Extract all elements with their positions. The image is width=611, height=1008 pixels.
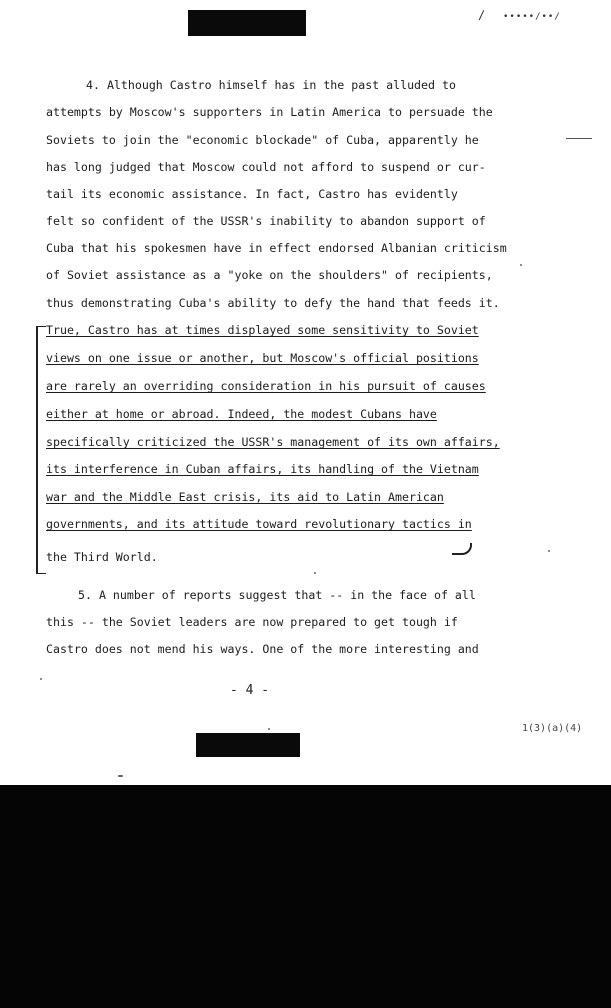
redaction-bar-bottom	[196, 733, 300, 757]
corner-tick-mark: ∕	[478, 8, 486, 22]
classification-stamp: 1(3)(a)(4)	[522, 723, 583, 734]
margin-mark	[566, 138, 592, 139]
body-line-marked: governments, and its attitude toward revolutionary tactics in	[46, 517, 472, 531]
body-line-marked: war and the Middle East crisis, its aid to Latin American	[46, 490, 444, 504]
body-line: Soviets to join the "economic blockade" of Cuba, apparently he	[46, 133, 479, 147]
redaction-bar-top	[188, 10, 306, 36]
body-line: of Soviet assistance as a "yoke on the shoulders" of recipients,	[46, 268, 493, 282]
margin-bracket	[36, 326, 46, 574]
scan-speck	[548, 550, 550, 552]
body-line: 4. Although Castro himself has in the past alluded to	[86, 78, 456, 92]
body-line: this -- the Soviet leaders are now prepared to get tough if	[46, 615, 458, 629]
body-line: Cuba that his spokesmen have in effect endorsed Albanian criticism	[46, 241, 507, 255]
body-line: attempts by Moscow's supporters in Latin America to persuade the	[46, 105, 493, 119]
body-line-marked: views on one issue or another, but Moscow's official positions	[46, 351, 479, 365]
body-line: thus demonstrating Cuba's ability to defy the hand that feeds it.	[46, 296, 500, 310]
scan-speck	[40, 678, 42, 680]
body-line: the Third World.	[46, 550, 158, 564]
body-line-marked: True, Castro has at times displayed some sensitivity to Soviet	[46, 323, 479, 337]
scan-speck	[520, 264, 522, 266]
scan-speck	[314, 572, 316, 574]
body-line-marked: are rarely an overriding consideration in his pursuit of causes	[46, 379, 486, 393]
body-line-marked: either at home or abroad. Indeed, the modest Cubans have	[46, 407, 437, 421]
body-line-marked: its interference in Cuban affairs, its handling of the Vietnam	[46, 462, 479, 476]
body-line: has long judged that Moscow could not afford to suspend or cur-	[46, 160, 486, 174]
body-line: Castro does not mend his ways. One of the more interesting and	[46, 642, 479, 656]
body-line: 5. A number of reports suggest that -- in the face of all	[78, 588, 476, 602]
scan-speck	[118, 775, 123, 777]
body-line: felt so confident of the USSR's inability to abandon support of	[46, 214, 486, 228]
body-line: tail its economic assistance. In fact, Castro has evidently	[46, 187, 458, 201]
corner-code: •••••/••/	[503, 12, 561, 22]
body-line-marked: specifically criticized the USSR's management of its own affairs,	[46, 435, 500, 449]
page-number: - 4 -	[230, 683, 270, 698]
bracket-hook-mark	[452, 543, 472, 555]
scan-speck	[268, 728, 270, 730]
redacted-bottom-region	[0, 785, 611, 1008]
